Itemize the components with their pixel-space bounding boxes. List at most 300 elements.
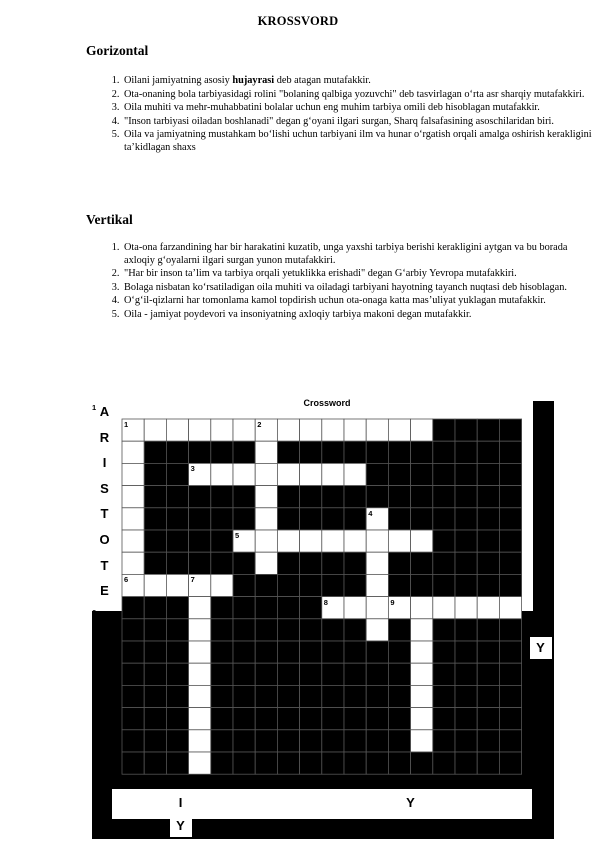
grid-cell-open (255, 530, 277, 552)
grid-cell-open (388, 419, 410, 441)
grid-cell-block (211, 685, 233, 707)
grid-cell-open (211, 419, 233, 441)
side-clue-number: 6 (92, 607, 97, 617)
grid-cell-block (411, 463, 433, 485)
vertical-clue-4 (122, 295, 592, 308)
grid-cell-open (344, 597, 366, 619)
grid-cell-block (322, 619, 344, 641)
grid-cell-block (277, 685, 299, 707)
grid-cell-open (322, 530, 344, 552)
clue-text: Oilani jamiyatning asosiy (124, 75, 233, 86)
grid-cell-block (388, 619, 410, 641)
grid-cell-block (455, 708, 477, 730)
grid-cell-open (255, 463, 277, 485)
grid-cell-block (233, 708, 255, 730)
vertical-clue-5 (122, 309, 592, 322)
grid-cell-open (366, 574, 388, 596)
clue-number: 2 (257, 420, 262, 429)
grid-cell-block (277, 486, 299, 508)
grid-cell-block (300, 486, 322, 508)
grid-cell-block (144, 752, 166, 774)
grid-cell-block (166, 641, 188, 663)
grid-cell-block (300, 508, 322, 530)
grid-cell-block (300, 730, 322, 752)
grid-cell-block (166, 486, 188, 508)
grid-cell-block (211, 597, 233, 619)
grid-cell-open (255, 552, 277, 574)
grid-cell-block (300, 752, 322, 774)
grid-cell-block (144, 730, 166, 752)
grid-cell-open (455, 597, 477, 619)
grid-cell-block (455, 441, 477, 463)
answer-letter: Y (176, 818, 185, 833)
grid-cell-open (322, 419, 344, 441)
grid-cell-block (411, 552, 433, 574)
grid-cell-block (189, 486, 211, 508)
grid-cell-open (189, 641, 211, 663)
grid-cell-block (300, 641, 322, 663)
grid-cell-open (411, 708, 433, 730)
grid-cell-block (233, 752, 255, 774)
answer-letter: A (99, 404, 110, 419)
vertical-clue-3 (122, 282, 592, 295)
grid-cell-block (255, 685, 277, 707)
horizontal-clue-5 (122, 129, 592, 154)
grid-cell-block (477, 619, 499, 641)
grid-cell-block (433, 663, 455, 685)
grid-cell-block (322, 663, 344, 685)
vertical-clue-1 (122, 242, 592, 267)
grid-cell-open (189, 619, 211, 641)
grid-cell-block (255, 663, 277, 685)
grid-cell-block (211, 508, 233, 530)
grid-cell-block (433, 730, 455, 752)
grid-cell-block (477, 419, 499, 441)
answer-letter: I (178, 795, 183, 810)
grid-cell-block (144, 597, 166, 619)
grid-cell-open (366, 619, 388, 641)
grid-cell-block (211, 708, 233, 730)
grid-cell-block (388, 708, 410, 730)
grid-cell-block (433, 463, 455, 485)
grid-cell-block (388, 508, 410, 530)
grid-cell-open (411, 685, 433, 707)
grid-cell-block (477, 508, 499, 530)
answer-letter: I (102, 455, 107, 471)
grid-cell-block (455, 685, 477, 707)
grid-cell-open (166, 574, 188, 596)
grid-cell-open (433, 597, 455, 619)
grid-cell-block (477, 752, 499, 774)
clue-number: 4 (368, 508, 373, 518)
clue-number: 6 (124, 575, 129, 585)
grid-cell-open (189, 708, 211, 730)
horizontal-clue-list (86, 75, 592, 156)
grid-cell-block (166, 463, 188, 485)
grid-cell-block (122, 685, 144, 707)
grid-cell-block (300, 708, 322, 730)
grid-cell-block (211, 641, 233, 663)
grid-cell-block (277, 619, 299, 641)
grid-cell-block (166, 663, 188, 685)
grid-cell-block (322, 508, 344, 530)
grid-cell-block (189, 530, 211, 552)
answer-letter: T (100, 506, 109, 522)
grid-cell-block (277, 597, 299, 619)
grid-cell-block (255, 708, 277, 730)
grid-cell-open (366, 419, 388, 441)
grid-cell-block (344, 619, 366, 641)
grid-cell-block (189, 441, 211, 463)
grid-cell-block (344, 685, 366, 707)
answer-letter: Y (406, 795, 415, 810)
grid-cell-block (366, 752, 388, 774)
grid-cell-block (366, 486, 388, 508)
grid-cell-block (166, 730, 188, 752)
grid-cell-block (122, 597, 144, 619)
grid-cell-block (411, 508, 433, 530)
grid-cell-block (233, 641, 255, 663)
grid-cell-block (388, 486, 410, 508)
grid-cell-block (477, 463, 499, 485)
grid-cell-block (344, 730, 366, 752)
grid-cell-open (122, 486, 144, 508)
grid-cell-open (300, 419, 322, 441)
grid-cell-block (411, 486, 433, 508)
grid-cell-open (366, 530, 388, 552)
answer-letter: Y (536, 640, 545, 655)
grid-cell-block (211, 619, 233, 641)
grid-cell-open (189, 685, 211, 707)
grid-cell-block (455, 463, 477, 485)
grid-cell-block (122, 752, 144, 774)
grid-cell-block (166, 552, 188, 574)
grid-cell-block (322, 708, 344, 730)
crossword-title: Crossword (303, 398, 351, 408)
grid-cell-block (433, 486, 455, 508)
grid-cell-block (388, 685, 410, 707)
grid-cell-block (499, 530, 521, 552)
grid-cell-block (277, 663, 299, 685)
grid-cell-block (277, 641, 299, 663)
grid-cell-block (388, 641, 410, 663)
grid-cell-block (499, 486, 521, 508)
grid-cell-block (322, 552, 344, 574)
grid-cell-block (122, 730, 144, 752)
grid-cell-block (277, 752, 299, 774)
side-clue-number: 1 (92, 403, 97, 412)
grid-cell-block (211, 552, 233, 574)
grid-cell-block (144, 619, 166, 641)
grid-cell-block (233, 508, 255, 530)
grid-cell-open (411, 530, 433, 552)
grid-cell-block (366, 441, 388, 463)
grid-cell-block (166, 619, 188, 641)
grid-cell-block (233, 486, 255, 508)
clue-number: 7 (190, 575, 195, 585)
grid-cell-block (122, 641, 144, 663)
grid-cell-block (477, 441, 499, 463)
grid-cell-block (499, 463, 521, 485)
grid-cell-block (411, 752, 433, 774)
grid-cell-block (144, 530, 166, 552)
grid-cell-block (144, 486, 166, 508)
clue-number: 1 (124, 420, 129, 429)
horizontal-clue-1 (122, 75, 592, 88)
grid-cell-block (411, 574, 433, 596)
grid-cell-block (433, 752, 455, 774)
grid-cell-block (144, 508, 166, 530)
crossword-image (92, 395, 554, 839)
clue-text-end: deb atagan mutafakkir. (274, 75, 371, 86)
grid-cell-open (211, 574, 233, 596)
horizontal-clue-3 (122, 102, 592, 115)
grid-cell-open (300, 530, 322, 552)
answer-letter: L (100, 608, 109, 624)
grid-cell-block (233, 685, 255, 707)
grid-cell-block (477, 552, 499, 574)
grid-cell-open (122, 508, 144, 530)
grid-cell-block (300, 619, 322, 641)
horizontal-heading: Gorizontal (86, 43, 149, 58)
grid-cell-open (366, 597, 388, 619)
grid-cell-block (189, 552, 211, 574)
grid-cell-block (477, 730, 499, 752)
grid-cell-block (122, 663, 144, 685)
answer-letter: O (99, 532, 110, 547)
grid-cell-block (366, 463, 388, 485)
grid-cell-block (166, 508, 188, 530)
grid-cell-block (166, 685, 188, 707)
clue-text: Ota-onaning bola tarbiyasidagi rolini "bolaning qalbiga yozuvchi" deb tasvirlagan o‘rta asr sharqiy mutafakkiri. (124, 88, 585, 100)
grid-cell-open (189, 663, 211, 685)
clue-text: Bolaga nisbatan ko‘rsatiladigan oila muhiti va oiladagi tarbiyani hayotning tayanch nuqtasi deb hisoblagan. (124, 281, 567, 293)
grid-cell-block (277, 508, 299, 530)
grid-cell-block (499, 419, 521, 441)
grid-cell-open (189, 419, 211, 441)
grid-cell-block (233, 574, 255, 596)
grid-cell-block (211, 730, 233, 752)
grid-cell-open (411, 641, 433, 663)
grid-cell-block (322, 730, 344, 752)
grid-cell-block (144, 708, 166, 730)
grid-cell-open (122, 552, 144, 574)
grid-cell-open (255, 508, 277, 530)
grid-cell-block (344, 708, 366, 730)
grid-cell-block (300, 597, 322, 619)
grid-cell-block (433, 552, 455, 574)
grid-cell-block (344, 752, 366, 774)
grid-cell-open (366, 552, 388, 574)
answer-letter: S (100, 480, 109, 496)
grid-cell-block (433, 441, 455, 463)
grid-cell-block (344, 508, 366, 530)
grid-cell-block (388, 441, 410, 463)
grid-cell-block (255, 574, 277, 596)
grid-cell-block (388, 463, 410, 485)
clue-number: 5 (235, 531, 240, 540)
grid-cell-open (144, 419, 166, 441)
grid-cell-block (144, 441, 166, 463)
grid-cell-block (189, 508, 211, 530)
grid-cell-block (433, 419, 455, 441)
grid-cell-block (166, 597, 188, 619)
vertical-clue-2 (122, 268, 592, 281)
grid-cell-block (233, 619, 255, 641)
clue-number: 3 (190, 464, 195, 474)
grid-cell-block (255, 730, 277, 752)
grid-cell-open (411, 619, 433, 641)
grid-cell-block (166, 441, 188, 463)
grid-cell-block (455, 530, 477, 552)
grid-cell-block (499, 574, 521, 596)
clue-text: Oila va jamiyatning mustahkam bo‘lishi uchun tarbiyani ilm va hunar o‘rgatish orqali amalga oshirish kerakligini ta’kidlagan shaxs (124, 129, 592, 153)
grid-cell-block (388, 730, 410, 752)
grid-cell-block (388, 752, 410, 774)
grid-cell-block (322, 641, 344, 663)
grid-cell-block (366, 663, 388, 685)
clue-text: Ota-ona farzandining har bir harakatini kuzatib, unga yaxshi tarbiya berishi kerakligini aytgan va bu borada axloqiy g‘oyalarni ilgari surgan yunon mutafakkiri. (124, 242, 568, 266)
grid-cell-block (477, 685, 499, 707)
grid-cell-block (122, 708, 144, 730)
grid-cell-block (477, 708, 499, 730)
clue-text: Oila - jamiyat poydevori va insoniyatning axloqiy tarbiya makoni degan mutafakkir. (124, 308, 472, 320)
grid-cell-open (144, 574, 166, 596)
grid-cell-block (300, 552, 322, 574)
grid-cell-open (411, 419, 433, 441)
grid-cell-block (366, 708, 388, 730)
grid-cell-block (344, 574, 366, 596)
grid-cell-open (255, 486, 277, 508)
vertical-heading: Vertikal (86, 212, 133, 227)
grid-cell-block (455, 574, 477, 596)
grid-cell-block (499, 752, 521, 774)
grid-cell-block (211, 441, 233, 463)
grid-cell-open (322, 463, 344, 485)
grid-cell-block (388, 552, 410, 574)
page-title: KROSSVORD (257, 14, 339, 28)
grid-cell-block (455, 752, 477, 774)
answer-letter: E (100, 583, 109, 599)
grid-cell-open (277, 463, 299, 485)
grid-cell-block (433, 530, 455, 552)
grid-cell-block (388, 574, 410, 596)
grid-cell-block (344, 552, 366, 574)
grid-cell-open (189, 730, 211, 752)
grid-cell-block (322, 486, 344, 508)
grid-cell-block (366, 685, 388, 707)
grid-cell-block (499, 685, 521, 707)
grid-cell-block (455, 508, 477, 530)
grid-cell-block (499, 663, 521, 685)
grid-cell-block (499, 708, 521, 730)
grid-cell-block (300, 441, 322, 463)
clue-text: O‘g‘il-qizlarni har tomonlama kamol topdirish uchun ota-onaga katta mas’uliyat yuklagan mutafakkir. (124, 295, 546, 307)
grid-cell-block (322, 574, 344, 596)
grid-cell-open (122, 441, 144, 463)
grid-cell-block (322, 441, 344, 463)
grid-cell-block (277, 441, 299, 463)
grid-cell-open (344, 419, 366, 441)
grid-cell-open (499, 597, 521, 619)
grid-cell-block (233, 730, 255, 752)
grid-cell-block (300, 574, 322, 596)
grid-cell-block (144, 685, 166, 707)
grid-cell-block (233, 552, 255, 574)
grid-cell-block (499, 619, 521, 641)
grid-cell-block (322, 685, 344, 707)
clue-text: "Inson tarbiyasi oiladan boshlanadi" degan g‘oyani ilgari surgan, Sharq falsafasining asoschilaridan biri. (124, 115, 554, 127)
grid-cell-block (477, 663, 499, 685)
grid-cell-open (211, 463, 233, 485)
grid-cell-block (344, 663, 366, 685)
grid-cell-block (433, 685, 455, 707)
grid-cell-block (166, 752, 188, 774)
grid-cell-block (344, 441, 366, 463)
black-background-right (533, 401, 554, 839)
grid-cell-block (300, 663, 322, 685)
grid-cell-block (166, 530, 188, 552)
grid-cell-block (499, 730, 521, 752)
grid-cell-block (211, 752, 233, 774)
grid-cell-open (477, 597, 499, 619)
grid-cell-open (277, 530, 299, 552)
grid-cell-block (344, 641, 366, 663)
grid-cell-block (277, 730, 299, 752)
grid-cell-block (433, 574, 455, 596)
grid-cell-block (411, 441, 433, 463)
grid-cell-block (166, 708, 188, 730)
clue-text: Oila muhiti va mehr-muhabbatini bolalar uchun eng muhim tarbiya omili deb hisoblagan mutafakkir. (124, 102, 540, 114)
grid-cell-block (233, 597, 255, 619)
grid-cell-block (255, 752, 277, 774)
grid-cell-block (211, 530, 233, 552)
answer-letter: R (99, 429, 110, 445)
grid-cell-block (255, 619, 277, 641)
grid-cell-block (388, 663, 410, 685)
grid-cell-block (144, 552, 166, 574)
clue-number: 8 (323, 597, 328, 607)
grid-cell-block (433, 619, 455, 641)
grid-cell-block (211, 486, 233, 508)
horizontal-clue-4 (122, 116, 592, 129)
grid-cell-open (411, 663, 433, 685)
grid-cell-block (455, 663, 477, 685)
grid-cell-block (499, 552, 521, 574)
grid-cell-open (166, 419, 188, 441)
answer-letter: T (100, 557, 109, 573)
grid-cell-block (144, 463, 166, 485)
horizontal-clue-2 (122, 89, 592, 102)
grid-cell-block (499, 508, 521, 530)
crossword-grid (92, 395, 554, 839)
grid-cell-block (433, 708, 455, 730)
grid-cell-open (189, 752, 211, 774)
grid-cell-open (411, 730, 433, 752)
grid-cell-block (477, 486, 499, 508)
grid-cell-block (344, 486, 366, 508)
grid-cell-block (477, 574, 499, 596)
grid-cell-block (366, 730, 388, 752)
grid-cell-block (433, 641, 455, 663)
grid-cell-block (455, 486, 477, 508)
grid-cell-block (477, 641, 499, 663)
grid-cell-block (322, 752, 344, 774)
vertical-clue-list (86, 242, 592, 323)
grid-cell-open (233, 463, 255, 485)
grid-cell-block (455, 552, 477, 574)
grid-cell-open (411, 597, 433, 619)
